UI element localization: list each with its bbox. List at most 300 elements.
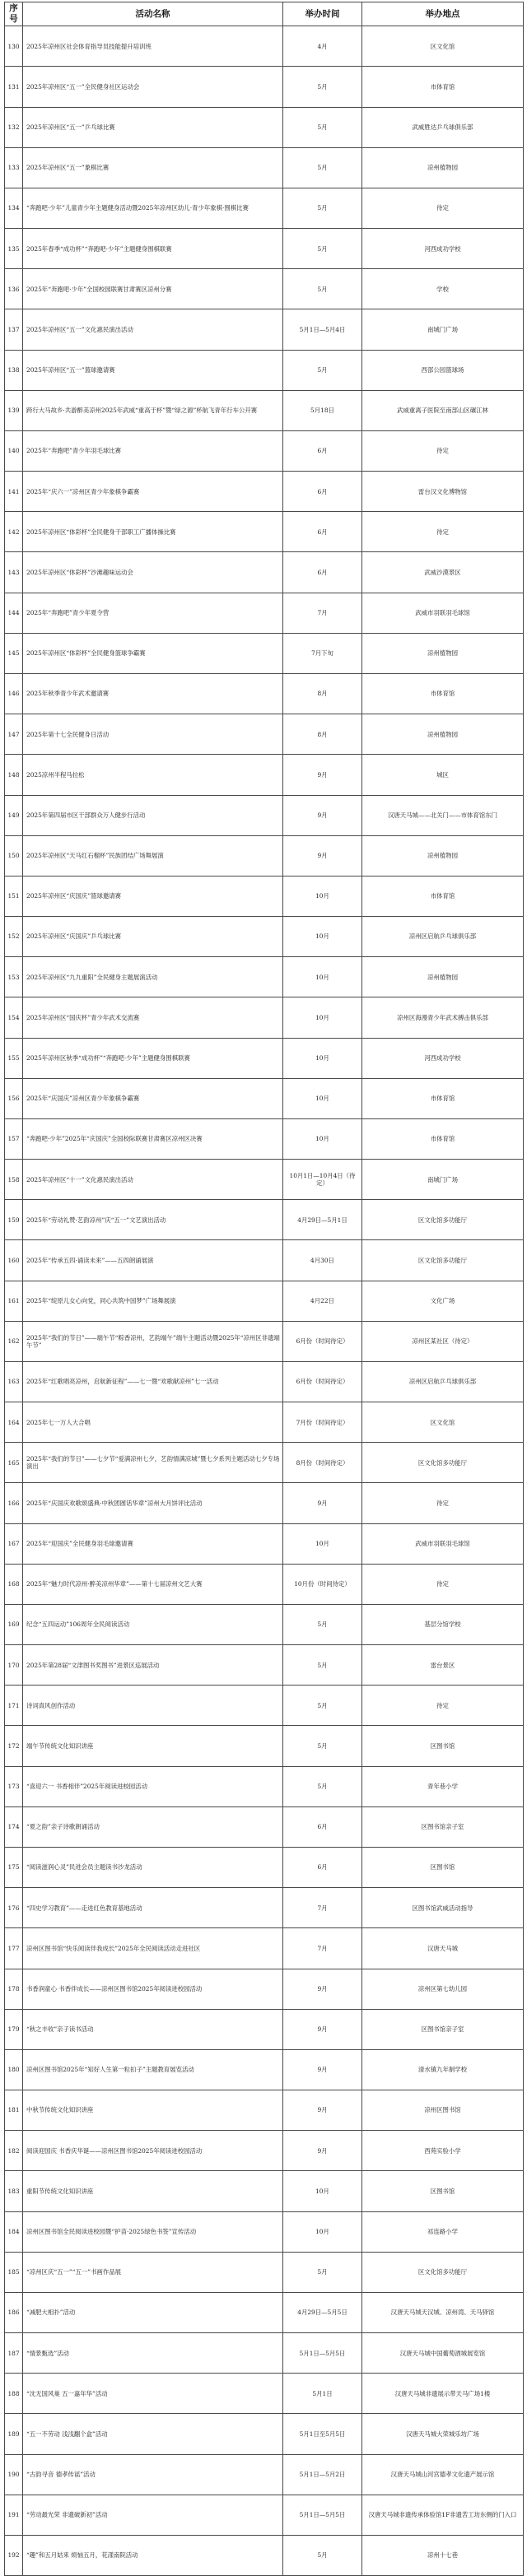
serial-number-cell: [5, 1118, 23, 1159]
header-activity-name: 活动名称: [23, 2, 283, 26]
event-time-text: 5月: [317, 2268, 328, 2276]
serial-number-text: 166: [7, 1499, 20, 1507]
venue-cell: [362, 1200, 524, 1240]
activity-name-text: 2025年凉州区“五一”乒乓球比赛: [26, 123, 115, 132]
table-row: [5, 1281, 524, 1321]
table-row: [5, 67, 524, 107]
venue-text: 凉州植物园: [427, 852, 458, 860]
activity-name-cell: [23, 876, 283, 916]
event-time-text: 9月: [317, 1984, 328, 1992]
activity-name-text: 2025凉州半程马拉松: [26, 770, 85, 779]
serial-number-cell: [5, 1038, 23, 1078]
event-time-text: 7月: [317, 609, 328, 617]
venue-cell: [362, 2090, 524, 2131]
serial-number-cell: [5, 1321, 23, 1361]
event-time-text: 5月1日—5月5日: [299, 2511, 346, 2519]
serial-number-cell: [5, 674, 23, 714]
venue-cell: [362, 1240, 524, 1281]
activity-name-cell: [23, 674, 283, 714]
serial-number-cell: [5, 997, 23, 1038]
venue-cell: [362, 26, 524, 67]
table-row: [5, 997, 524, 1038]
activity-name-cell: [23, 1969, 283, 2009]
activity-name-cell: [23, 1888, 283, 1928]
serial-number-text: 153: [7, 973, 20, 981]
venue-cell: [362, 795, 524, 835]
venue-text: 凉州区启航乒乓球俱乐部: [408, 1378, 477, 1386]
serial-number-text: 134: [7, 204, 20, 212]
event-time-cell: [283, 2009, 362, 2049]
venue-text: 待定: [436, 204, 449, 212]
serial-number-text: 156: [7, 1095, 20, 1103]
event-time-cell: [283, 1523, 362, 1564]
activity-name-cell: [23, 2131, 283, 2171]
venue-text: 学校: [436, 285, 449, 293]
venue-cell: [362, 229, 524, 269]
serial-number-cell: [5, 1969, 23, 2009]
venue-text: 武威沙漠景区: [424, 568, 461, 576]
activity-name-text: “情景甄选”活动: [26, 2349, 69, 2357]
venue-cell: [362, 1604, 524, 1644]
activity-name-cell: [23, 1281, 283, 1321]
serial-number-cell: [5, 390, 23, 430]
event-time-cell: [283, 835, 362, 876]
venue-text: 区文化馆: [430, 42, 455, 50]
activity-name-cell: [23, 795, 283, 835]
activity-name-cell: [23, 269, 283, 309]
venue-cell: [362, 1686, 524, 1726]
venue-cell: [362, 1443, 524, 1483]
activity-name-cell: [23, 472, 283, 512]
activity-name-text: 2025年凉州区“庆国庆”篮球邀请赛: [26, 892, 122, 900]
event-time-cell: [283, 269, 362, 309]
event-time-cell: [283, 714, 362, 755]
serial-number-text: 170: [7, 1661, 20, 1669]
event-time-cell: [283, 997, 362, 1038]
event-time-cell: [283, 1766, 362, 1806]
venue-cell: [362, 2009, 524, 2049]
venue-cell: [362, 1038, 524, 1078]
serial-number-text: 135: [7, 244, 20, 253]
event-time-cell: [283, 1402, 362, 1443]
serial-number-cell: [5, 2414, 23, 2454]
serial-number-text: 178: [7, 1984, 20, 1992]
serial-number-cell: [5, 107, 23, 147]
venue-text: 凉州区海漫青少年武术搏击俱乐部: [397, 1013, 488, 1021]
serial-number-cell: [5, 1078, 23, 1118]
serial-number-text: 165: [7, 1458, 20, 1467]
activity-name-text: 2025年凉州区“天马红石榴杯”民族团结广场舞展演: [26, 852, 164, 860]
table-row: [5, 1969, 524, 2009]
event-time-text: 6月: [317, 1863, 328, 1872]
serial-number-cell: [5, 2252, 23, 2292]
table-row: [5, 2414, 524, 2454]
table-row: [5, 633, 524, 673]
table-row: [5, 269, 524, 309]
serial-number-text: 143: [7, 568, 20, 576]
table-row: [5, 1726, 524, 1766]
serial-number-text: 179: [7, 2025, 20, 2034]
venue-text: 西部公园篮球场: [421, 366, 464, 374]
table-row: [5, 1928, 524, 1969]
venue-cell: [362, 674, 524, 714]
event-time-cell: [283, 2454, 362, 2495]
event-time-text: 5月: [317, 1620, 328, 1629]
activity-name-cell: [23, 309, 283, 350]
serial-number-text: 190: [7, 2471, 20, 2479]
venue-cell: [362, 2131, 524, 2171]
serial-number-cell: [5, 512, 23, 552]
event-time-cell: [283, 1806, 362, 1847]
event-time-text: 5月: [317, 1661, 328, 1669]
event-time-cell: [283, 229, 362, 269]
activity-name-cell: [23, 2414, 283, 2454]
table-row: [5, 350, 524, 390]
serial-number-text: 145: [7, 649, 20, 658]
venue-cell: [362, 430, 524, 471]
activity-name-cell: [23, 1686, 283, 1726]
table-row: [5, 1078, 524, 1118]
venue-cell: [362, 147, 524, 188]
venue-text: 待定: [436, 447, 449, 455]
serial-number-text: 169: [7, 1620, 20, 1629]
venue-cell: [362, 1564, 524, 1604]
venue-text: 待定: [436, 1499, 449, 1507]
serial-number-text: 141: [7, 487, 20, 495]
serial-number-cell: [5, 229, 23, 269]
venue-cell: [362, 472, 524, 512]
event-time-text: 9月: [317, 2025, 328, 2034]
venue-cell: [362, 2414, 524, 2454]
event-time-cell: [283, 2171, 362, 2211]
venue-text: 清水镇九年制学校: [417, 2066, 468, 2074]
event-time-text: 9月: [317, 770, 328, 779]
table-row: [5, 2535, 524, 2575]
venue-text: 河西成功学校: [424, 1054, 461, 1062]
venue-text: 基层分馆学校: [424, 1620, 461, 1629]
venue-text: 汉唐天马城非遗传承体验馆1F非遗苦工坊东侧的门入口: [368, 2511, 517, 2519]
serial-number-cell: [5, 188, 23, 228]
venue-text: 汉唐天马城山河宫德孝文化遗产展示馆: [390, 2471, 495, 2479]
serial-number-text: 144: [7, 609, 20, 617]
event-time-text: 4月22日: [310, 1297, 334, 1305]
event-time-text: 10月1日—10月4日（待定）: [289, 1171, 356, 1188]
activity-name-cell: [23, 917, 283, 957]
event-time-cell: [283, 1969, 362, 2009]
table-row: [5, 1847, 524, 1887]
table-row: [5, 2049, 524, 2090]
event-time-cell: [283, 1443, 362, 1483]
event-time-cell: [283, 1564, 362, 1604]
serial-number-text: 152: [7, 932, 20, 941]
serial-number-text: 140: [7, 447, 20, 455]
serial-number-text: 158: [7, 1175, 20, 1183]
venue-text: 区图书馆亲子室: [421, 2025, 464, 2034]
table-row: [5, 674, 524, 714]
venue-cell: [362, 1888, 524, 1928]
table-row: [5, 1361, 524, 1402]
activity-name-text: 2025年“红歌唱亮凉州，启航新征程”——七一暨“欢歌献凉州”七一活动: [26, 1378, 219, 1386]
event-time-text: 10月: [315, 1054, 329, 1062]
activity-name-cell: [23, 2211, 283, 2252]
serial-number-cell: [5, 795, 23, 835]
event-time-text: 5月: [317, 82, 328, 91]
venue-cell: [362, 957, 524, 997]
venue-text: 市体育馆: [430, 892, 455, 900]
activity-name-text: 2025年凉州区“五一”篮球邀请赛: [26, 366, 115, 374]
event-time-cell: [283, 1686, 362, 1726]
serial-number-text: 149: [7, 811, 20, 819]
event-time-text: 10月: [315, 1135, 329, 1143]
activity-name-text: 凉州区图书馆2025年“知好人生第一粒扣子”主题教育展览活动: [26, 2066, 194, 2074]
table-row: [5, 2211, 524, 2252]
activity-name-cell: [23, 2535, 283, 2575]
table-row: [5, 876, 524, 916]
serial-number-cell: [5, 1604, 23, 1644]
venue-cell: [362, 2535, 524, 2575]
event-time-text: 4月30日: [310, 1256, 334, 1264]
activity-name-text: 凉州区图书馆全民阅读进校园暨“护苗·2025绿色书签”宣传活动: [26, 2227, 197, 2235]
table-row: [5, 430, 524, 471]
venue-cell: [362, 1806, 524, 1847]
activity-name-text: 2025年春季“成功杯”“奔跑吧·少年”主题健身围棋联赛: [26, 244, 172, 253]
venue-text: 区文化馆多功能厅: [417, 1256, 468, 1264]
activity-name-text: 2025年“绽原儿女心向党，同心共筑中国梦”广场舞展演: [26, 1297, 176, 1305]
activity-name-text: “趣”和五月姑来 烦恼五月，花漾南院活动: [26, 2551, 138, 2560]
activity-name-cell: [23, 2090, 283, 2131]
serial-number-text: 172: [7, 1741, 20, 1750]
activity-name-text: 跨行大马故乡·共游醉美凉州2025年武威“重高于杯”暨“绿之源”杯航飞青年行车公开赛: [26, 407, 258, 415]
table-row: [5, 593, 524, 633]
venue-cell: [362, 917, 524, 957]
table-row: [5, 1806, 524, 1847]
venue-cell: [362, 2333, 524, 2374]
event-time-cell: [283, 593, 362, 633]
activity-name-cell: [23, 1928, 283, 1969]
event-time-cell: [283, 2049, 362, 2090]
venue-text: 待定: [436, 1580, 449, 1588]
venue-text: 市体育馆: [430, 1095, 455, 1103]
serial-number-text: 139: [7, 407, 20, 415]
event-time-text: 5月: [317, 285, 328, 293]
activity-name-cell: [23, 2252, 283, 2292]
serial-number-cell: [5, 147, 23, 188]
serial-number-cell: [5, 714, 23, 755]
venue-cell: [362, 552, 524, 593]
serial-number-cell: [5, 350, 23, 390]
venue-cell: [362, 350, 524, 390]
event-time-cell: [283, 390, 362, 430]
event-time-cell: [283, 1118, 362, 1159]
serial-number-text: 137: [7, 325, 20, 333]
activity-name-text: 阅读迎国庆 书香庆华诞——凉州区图书馆2025年阅读进校园活动: [26, 2146, 203, 2155]
table-row: [5, 2131, 524, 2171]
event-time-text: 5月: [317, 2551, 328, 2560]
serial-number-cell: [5, 1281, 23, 1321]
venue-cell: [362, 1645, 524, 1686]
activity-name-text: 2025年秋季青少年武术邀请赛: [26, 690, 110, 698]
event-time-cell: [283, 795, 362, 835]
event-time-text: 6月: [317, 568, 328, 576]
activity-name-cell: [23, 835, 283, 876]
table-row: [5, 1118, 524, 1159]
venue-cell: [362, 593, 524, 633]
event-time-cell: [283, 26, 362, 67]
serial-number-text: 177: [7, 1944, 20, 1952]
activity-name-text: “沈无国风巢 五一嘉年华”活动: [26, 2389, 108, 2397]
event-time-text: 7月份（时间待定）: [296, 1418, 349, 1426]
event-time-cell: [283, 2131, 362, 2171]
table-row: [5, 2090, 524, 2131]
event-time-text: 5月: [317, 1741, 328, 1750]
activity-name-cell: [23, 1847, 283, 1887]
activity-name-cell: [23, 2495, 283, 2535]
event-time-cell: [283, 430, 362, 471]
activity-name-cell: [23, 1645, 283, 1686]
activity-name-cell: [23, 1240, 283, 1281]
event-time-text: 4月29日—5月1日: [297, 1216, 347, 1224]
venue-text: 凉州区启航乒乓球俱乐部: [408, 932, 477, 941]
activity-name-text: 2025年七一万人大合唱: [26, 1418, 91, 1426]
venue-cell: [362, 1281, 524, 1321]
table-row: [5, 2252, 524, 2292]
event-time-cell: [283, 1847, 362, 1887]
event-time-text: 10月: [315, 2187, 329, 2195]
activity-name-cell: [23, 2049, 283, 2090]
activity-name-cell: [23, 997, 283, 1038]
venue-text: 汉唐天马城天汉城、凉州湾、天马驿馆: [390, 2309, 495, 2317]
venue-cell: [362, 1969, 524, 2009]
event-time-text: 5月: [317, 204, 328, 212]
activity-name-cell: [23, 552, 283, 593]
event-time-text: 5月1日至5月5日: [299, 2430, 346, 2438]
table-row: [5, 472, 524, 512]
activity-name-text: 2025年凉州区“体彩杯”沙滩趣味运动会: [26, 568, 133, 576]
event-time-cell: [283, 2292, 362, 2332]
activity-name-cell: [23, 2333, 283, 2374]
venue-cell: [362, 1483, 524, 1523]
activity-name-text: 2025年凉州区社会体育指导员技能提升培训班: [26, 42, 152, 50]
venue-cell: [362, 269, 524, 309]
event-time-cell: [283, 1928, 362, 1969]
serial-number-cell: [5, 1847, 23, 1887]
event-time-text: 5月1日—5月5日: [299, 2349, 346, 2357]
venue-text: 青年巷小学: [427, 1783, 458, 1791]
event-time-cell: [283, 633, 362, 673]
table-row: [5, 512, 524, 552]
activity-name-text: 中秋节传统文化知识讲座: [26, 2106, 94, 2114]
serial-number-cell: [5, 2535, 23, 2575]
serial-number-cell: [5, 593, 23, 633]
venue-text: 雷台景区: [430, 1661, 455, 1669]
activity-name-text: “秋之丰收”亲子读书活动: [26, 2025, 94, 2034]
activity-name-cell: [23, 107, 283, 147]
activity-name-cell: [23, 67, 283, 107]
venue-cell: [362, 1078, 524, 1118]
activity-name-cell: [23, 1038, 283, 1078]
serial-number-cell: [5, 2171, 23, 2211]
event-time-text: 8月: [317, 690, 328, 698]
event-time-cell: [283, 1604, 362, 1644]
activity-name-cell: [23, 1604, 283, 1644]
activity-name-cell: [23, 1564, 283, 1604]
activity-name-text: 2025年凉州区“体彩杯”全民健身干部职工广播体操比赛: [26, 528, 176, 536]
activity-name-text: 2025年“魅力时代凉州·醉美凉州华章”——第十七届凉州文艺大赛: [26, 1580, 203, 1588]
venue-text: 汉唐天马城非遗展示带天马广场1楼: [394, 2389, 491, 2397]
event-time-text: 9月: [317, 2146, 328, 2155]
activity-name-text: 2025年“我们的节日”——端午节“粽香凉州，艺韵端午”端午主题活动暨2025年“凉州区非遗端午节”: [26, 1333, 280, 1349]
table-row: [5, 390, 524, 430]
serial-number-text: 136: [7, 285, 20, 293]
event-time-text: 4月: [317, 42, 328, 50]
serial-number-cell: [5, 957, 23, 997]
activity-name-cell: [23, 1483, 283, 1523]
activity-name-cell: [23, 1806, 283, 1847]
event-time-cell: [283, 2090, 362, 2131]
event-time-text: 10月: [315, 1095, 329, 1103]
venue-text: 区图书馆武威活动指导: [412, 1904, 473, 1912]
event-time-cell: [283, 1078, 362, 1118]
serial-number-text: 188: [7, 2389, 20, 2397]
event-time-cell: [283, 472, 362, 512]
table-row: [5, 188, 524, 228]
venue-text: 区图书馆: [430, 2187, 455, 2195]
event-time-text: 5月: [317, 1783, 328, 1791]
activity-name-cell: [23, 1402, 283, 1443]
event-time-cell: [283, 1281, 362, 1321]
serial-number-text: 151: [7, 892, 20, 900]
serial-number-text: 181: [7, 2106, 20, 2114]
event-time-cell: [283, 147, 362, 188]
venue-cell: [362, 2495, 524, 2535]
serial-number-text: 182: [7, 2146, 20, 2155]
table-row: [5, 1402, 524, 1443]
venue-cell: [362, 2252, 524, 2292]
table-row: [5, 1523, 524, 1564]
venue-cell: [362, 1726, 524, 1766]
event-time-text: 7月下旬: [311, 649, 333, 658]
event-time-text: 6月份（时间待定）: [296, 1378, 349, 1386]
venue-text: 河西成功学校: [424, 244, 461, 253]
table-row: [5, 1321, 524, 1361]
serial-number-cell: [5, 2495, 23, 2535]
serial-number-cell: [5, 1766, 23, 1806]
venue-cell: [362, 755, 524, 795]
venue-cell: [362, 390, 524, 430]
serial-number-cell: [5, 1402, 23, 1443]
table-header-row: [5, 2, 524, 26]
table-row: [5, 957, 524, 997]
activity-name-text: “凉州区庆“五一”“五一”书画作品展: [26, 2268, 121, 2276]
serial-number-cell: [5, 2292, 23, 2332]
table-row: [5, 1888, 524, 1928]
venue-cell: [362, 2171, 524, 2211]
venue-text: 汉唐天马城中国葡萄酒城展览馆: [399, 2349, 486, 2357]
serial-number-cell: [5, 917, 23, 957]
event-time-cell: [283, 1321, 362, 1361]
venue-text: 汉唐天马城——北关门——市体育馆东门: [387, 811, 498, 819]
serial-number-text: 174: [7, 1823, 20, 1831]
serial-number-cell: [5, 2131, 23, 2171]
table-row: [5, 1200, 524, 1240]
event-time-text: 5月: [317, 366, 328, 374]
table-row: [5, 107, 524, 147]
serial-number-text: 159: [7, 1216, 20, 1224]
table-row: [5, 2333, 524, 2374]
activity-name-cell: [23, 2292, 283, 2332]
event-time-cell: [283, 188, 362, 228]
serial-number-cell: [5, 1806, 23, 1847]
